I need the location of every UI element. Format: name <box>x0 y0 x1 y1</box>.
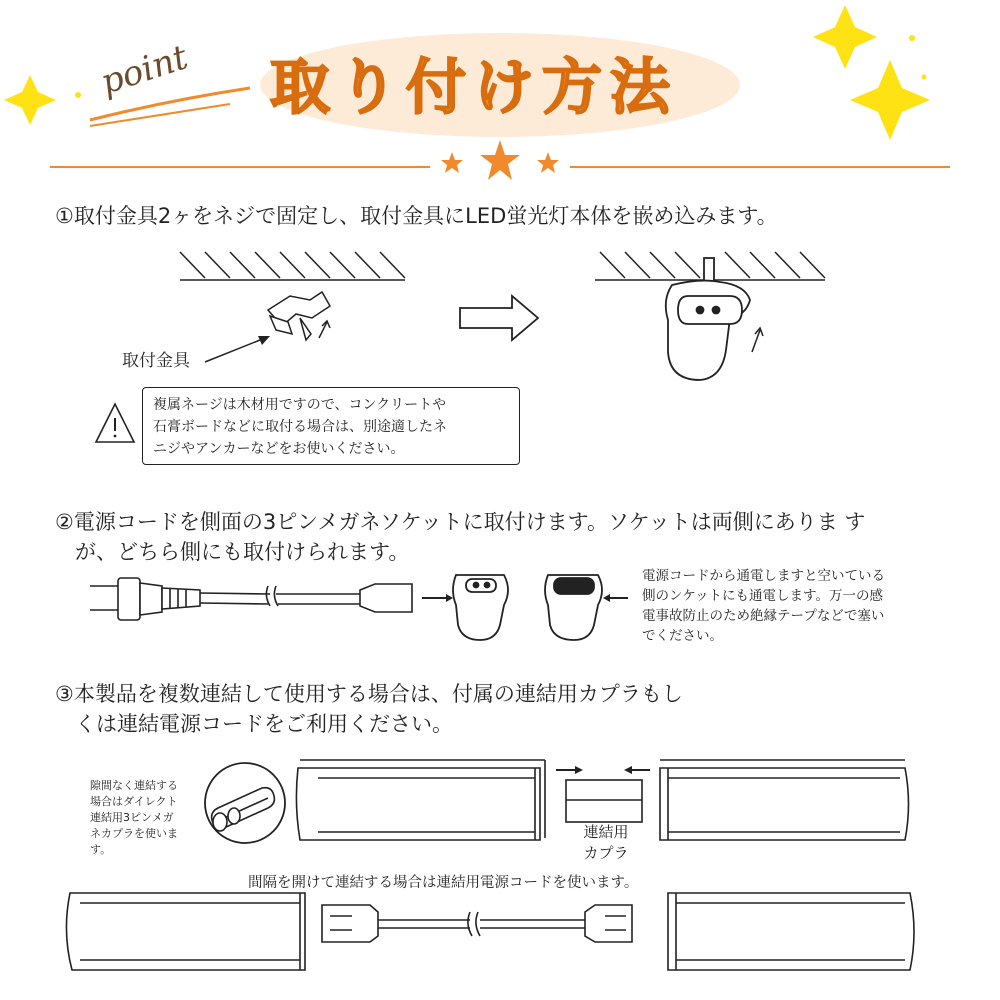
side-note-line: 側のンケットにも通電します。万一の感 <box>642 588 883 604</box>
cord-connector <box>360 584 412 612</box>
warning-line: ニジやアンカーなどをお使いください。 <box>153 441 405 457</box>
socket-open <box>453 575 508 640</box>
coupler-note-line: ネカプラを使いま <box>90 827 178 840</box>
power-cord <box>200 586 360 606</box>
step2-line2: が、どちら側にも取付けられます。 <box>75 540 410 564</box>
coupler-magnify-icon <box>205 763 285 843</box>
coupler-label <box>578 822 634 864</box>
star-icon <box>480 140 520 180</box>
socket-covered <box>545 575 602 640</box>
coupler-label-line: 連結用 <box>583 823 629 841</box>
warning-line: 複属ネージは木材用ですので、コンクリートや <box>153 397 447 413</box>
led-tube-left-top <box>296 760 545 840</box>
link-cord <box>322 905 632 942</box>
bracket-label: 取付金具 <box>122 351 190 371</box>
coupler-label-line: カプラ <box>583 844 629 862</box>
coupler-note <box>90 778 178 858</box>
coupler <box>566 780 642 822</box>
coupler-note-line: す。 <box>90 843 112 856</box>
step1-text: ①取付金具2ヶをネジで固定し、取付金具にLED蛍光灯本体を嵌め込みます。 <box>55 204 778 228</box>
side-note-line: 電源コードから通電しますと空いている <box>642 568 885 584</box>
sparkle-icon <box>4 75 56 125</box>
point-script: point <box>95 37 193 103</box>
mounted-fixture <box>666 258 750 380</box>
coupler-note-line: 場合はダイレクト <box>90 795 178 808</box>
step3-line1: ③本製品を複数連結して使用する場合は、付属の連結用カプラもし <box>55 682 683 706</box>
ceiling-left <box>180 252 405 280</box>
led-tube-right-top <box>660 760 909 840</box>
warning-icon <box>96 404 134 442</box>
side-note-line: でください。 <box>642 628 723 644</box>
sparkle-icon <box>813 5 877 69</box>
power-plug <box>90 578 200 620</box>
warning-note <box>142 387 520 465</box>
mounting-bracket <box>268 292 330 340</box>
coupler-note-line: 連結用3ピンメガ <box>90 811 174 824</box>
step3-line2: くは連結電源コードをご利用ください。 <box>75 712 453 736</box>
led-tube-right-bottom <box>668 893 914 970</box>
gap-note: 間隔を開けて連結する場合は連結用電源コードを使います。 <box>248 875 639 891</box>
next-arrow-icon <box>460 296 538 340</box>
star-icon <box>537 152 559 173</box>
page-title: 取り付け方法 <box>270 53 678 123</box>
coupler-note-line: 隙間なく連結する <box>90 779 178 792</box>
warning-line: 石膏ボードなどに取付る場合は、別途適したネ <box>153 419 447 435</box>
star-icon <box>441 152 463 173</box>
sparkle-icon <box>850 60 930 140</box>
socket-side-note <box>642 566 885 646</box>
side-note-line: 電事故防止のため絶縁テープなどで塞い <box>642 608 885 624</box>
led-tube-left-bottom <box>66 893 305 970</box>
step2-line1: ②電源コードを側面の3ピンメガネソケットに取付けます。ソケットは両側にありま す <box>55 510 866 534</box>
